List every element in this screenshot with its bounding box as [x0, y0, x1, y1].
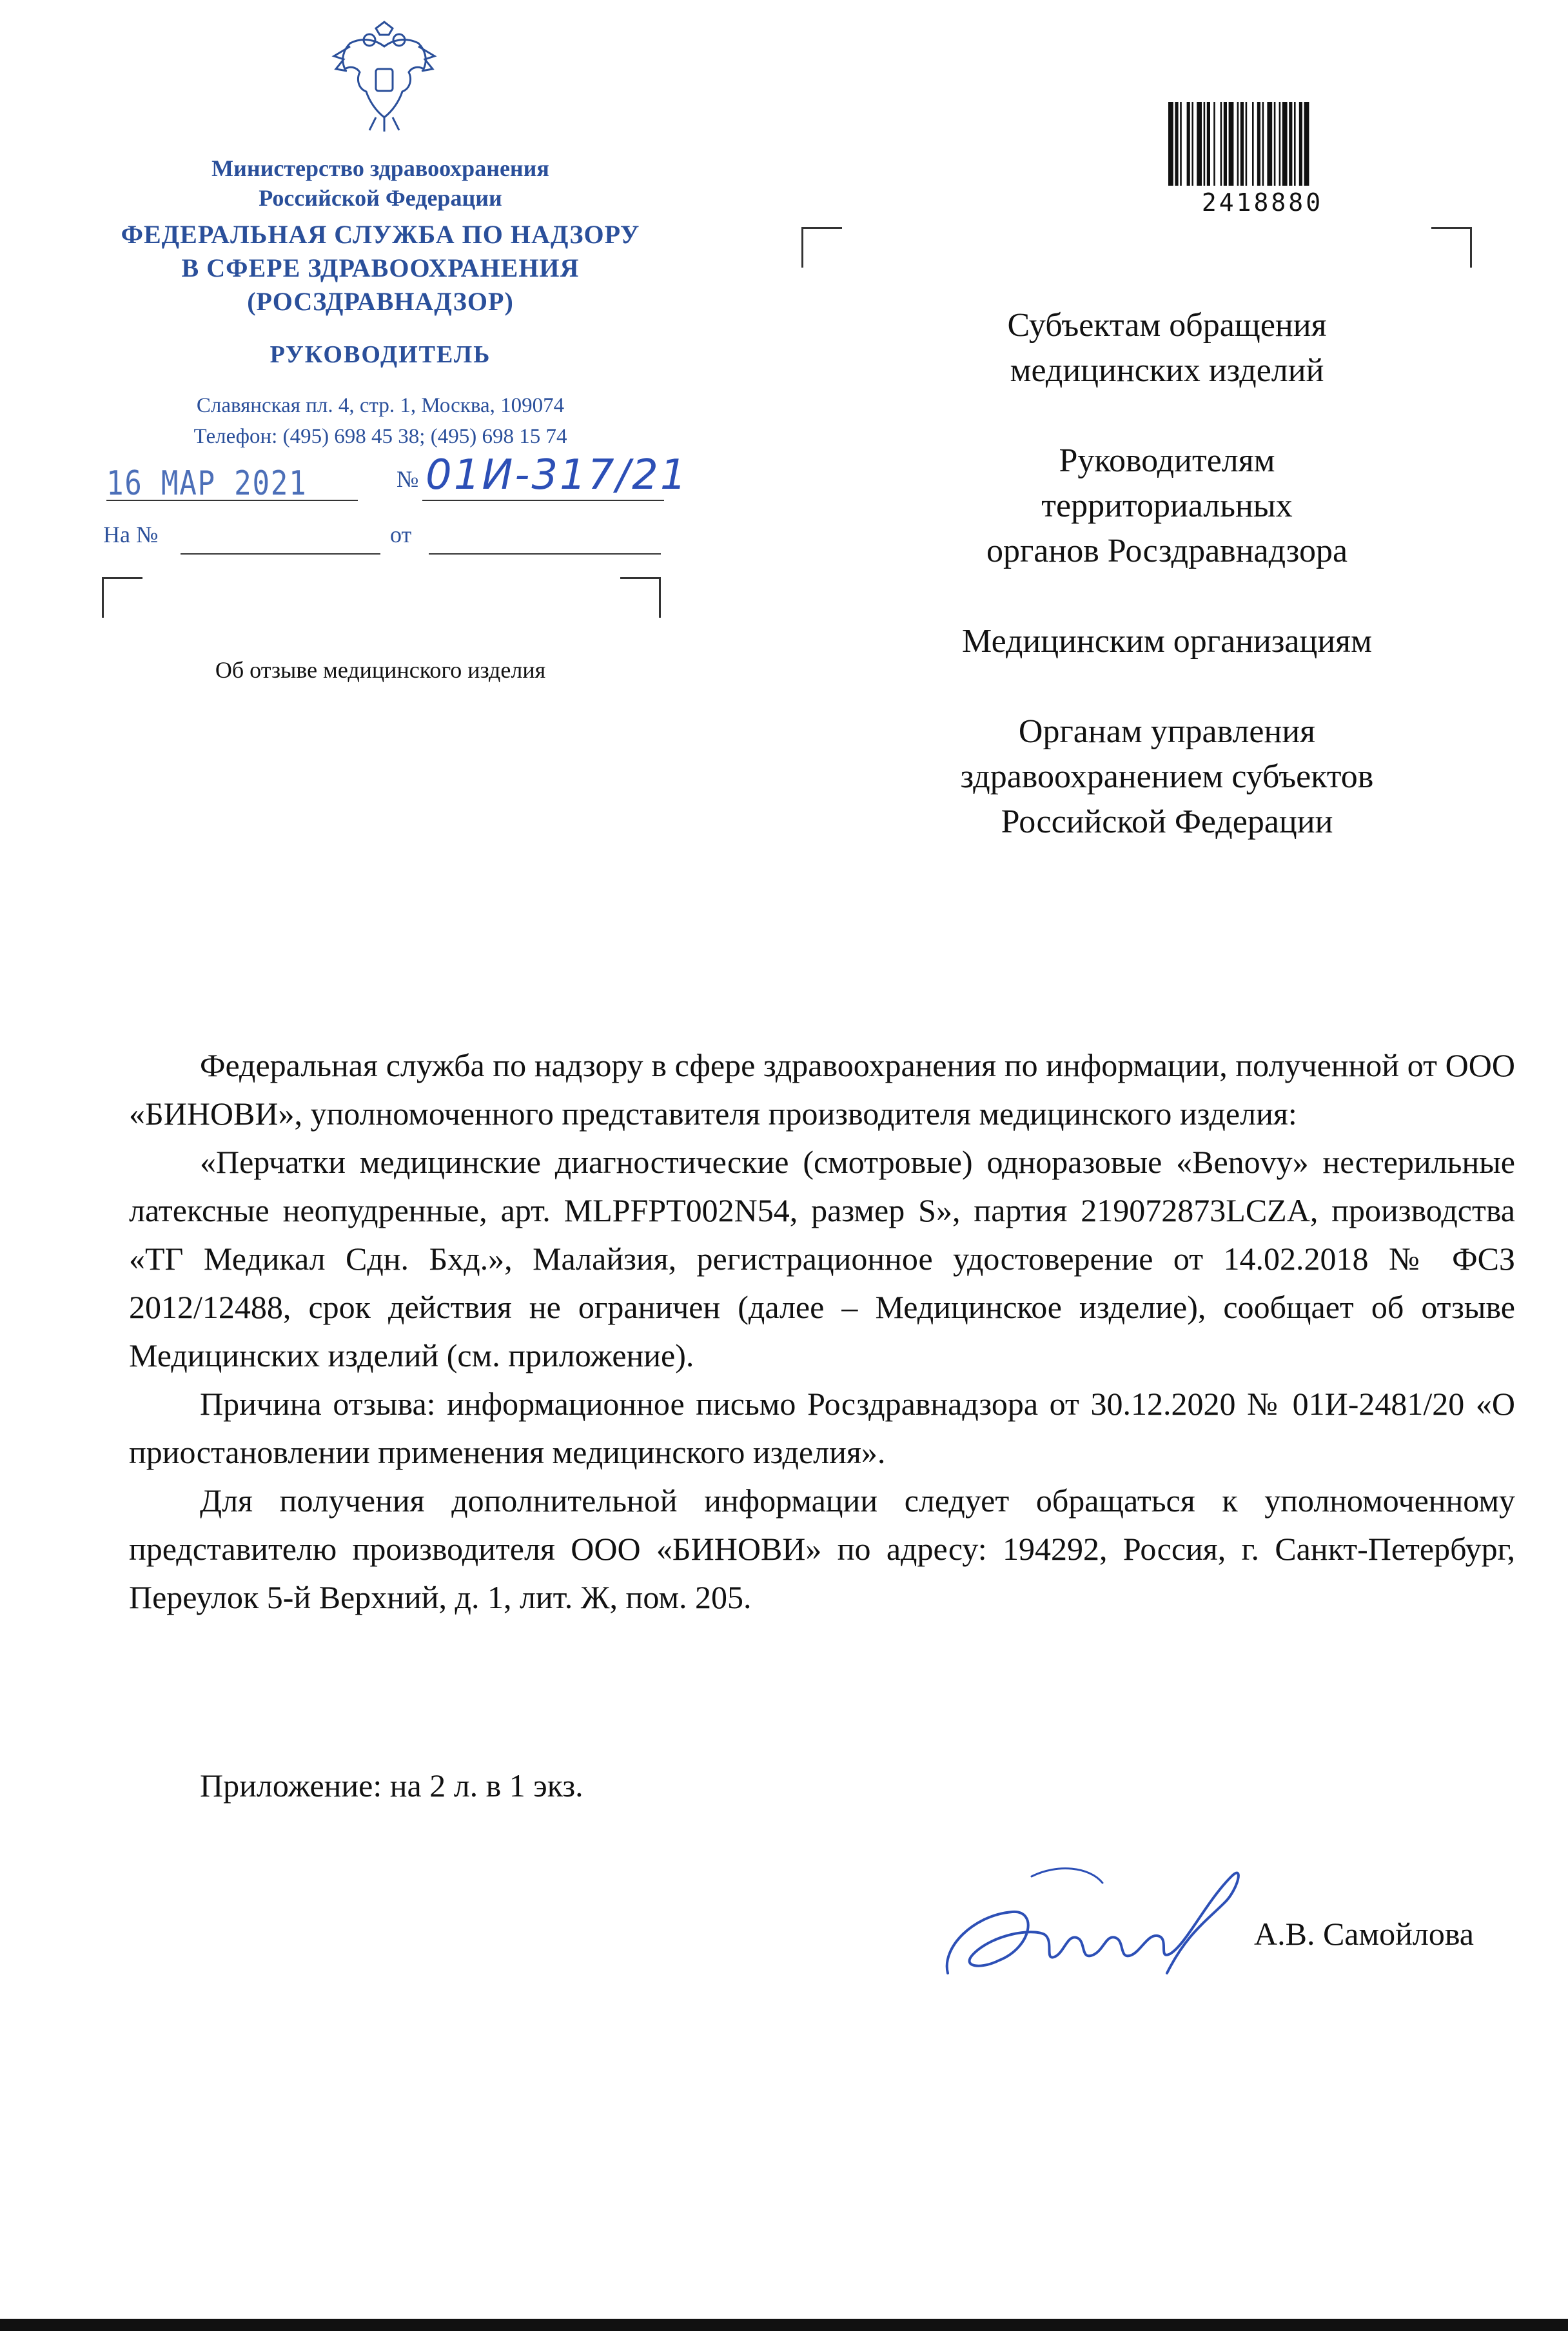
barcode-bar — [1257, 102, 1260, 186]
addressee-line: Субъектам обращения — [1007, 307, 1327, 344]
body-paragraph: «Перчатки медицинские диагностические (смотровые) одноразовые «Benovy» нестерильные латексные неопудренные, арт. MLPFPT002N54, размер S», партия 219072873LCZA, производства «ТГ Медикал Сдн. Бхд.», Малайзия, регистрационное удостоверение от 14.02.2018 № ФСЗ 2012/12488, срок действия не ограничен (далее – Медицинское изделие), сообщает об отзыве Медицинских изделий (см. приложение). — [129, 1144, 1515, 1373]
barcode-bar — [1282, 102, 1288, 186]
handwritten-signature — [935, 1838, 1270, 2005]
body-paragraph: Федеральная служба по надзору в сфере здравоохранения по информации, полученной от ООО «БИНОВИ», уполномоченного представителя производителя медицинского изделия: — [129, 1047, 1515, 1132]
date-underline — [106, 500, 358, 501]
addressee-line: органов Росздравнадзора — [986, 533, 1348, 569]
addressee-line: медицинских изделий — [1010, 352, 1324, 389]
barcode-bar — [1246, 102, 1248, 186]
body-paragraph: Причина отзыва: информационное письмо Росздравнадзора от 30.12.2020 № 01И-2481/20 «О приостановлении применения медицинского изделия». — [129, 1386, 1515, 1470]
phone-line: Телефон: (495) 698 45 38; (495) 698 15 74 — [193, 425, 567, 448]
service-line: В СФЕРЕ ЗДРАВООХРАНЕНИЯ — [181, 253, 580, 282]
addressee-group — [838, 619, 1496, 664]
addressee-line: Руководителям — [1059, 442, 1275, 479]
registration-number: 01И-317/21 — [426, 451, 689, 499]
ministry-line: Российской Федерации — [259, 185, 502, 211]
address-line: Славянская пл. 4, стр. 1, Москва, 109074 — [196, 394, 565, 417]
barcode-bar — [1187, 102, 1190, 186]
barcode-bar — [1191, 102, 1193, 186]
addressee-line: Органам управления — [1018, 713, 1316, 750]
barcode — [1166, 102, 1359, 186]
barcode-bar — [1213, 102, 1215, 186]
corner-mark — [1431, 227, 1472, 268]
barcode-bar — [1207, 102, 1210, 186]
barcode-bar — [1175, 102, 1178, 186]
barcode-bar — [1279, 102, 1281, 186]
barcode-bar — [1274, 102, 1276, 186]
scan-edge — [0, 2319, 1568, 2331]
addressees-block — [838, 303, 1496, 890]
number-underline — [422, 500, 664, 501]
barcode-bar — [1180, 102, 1182, 186]
ministry-name — [97, 153, 664, 213]
contact-block — [97, 390, 664, 452]
reference-label: На № — [103, 522, 159, 547]
barcode-bar — [1229, 102, 1234, 186]
service-line: (РОСЗДРАВНАДЗОР) — [247, 287, 514, 316]
addressee-line: Российской Федерации — [1001, 803, 1333, 840]
ministry-line: Министерство здравоохранения — [211, 155, 549, 181]
barcode-bar — [1294, 102, 1296, 186]
barcode-bar — [1220, 102, 1222, 186]
letter-subject: Об отзыве медицинского изделия — [215, 657, 546, 683]
reference-from-label: от — [390, 522, 412, 547]
reference-underline — [181, 553, 380, 555]
service-line: ФЕДЕРАЛЬНАЯ СЛУЖБА ПО НАДЗОРУ — [121, 220, 640, 249]
barcode-bar — [1240, 102, 1244, 186]
appendix-note: Приложение: на 2 л. в 1 экз. — [200, 1767, 583, 1804]
barcode-bar — [1304, 102, 1309, 186]
barcode-bar — [1267, 102, 1272, 186]
addressee-line: здравоохранением субъектов — [960, 758, 1374, 795]
service-name — [97, 218, 664, 319]
barcode-bar — [1299, 102, 1302, 186]
addressee-line: территориальных — [1041, 487, 1293, 524]
date-stamp: 16 МАР 2021 — [106, 464, 308, 503]
barcode-bar — [1289, 102, 1292, 186]
barcode-number: 2418880 — [1201, 188, 1324, 217]
barcode-bar — [1168, 102, 1173, 186]
corner-mark — [620, 577, 661, 618]
coat-of-arms-emblem — [331, 21, 438, 137]
number-sign: № — [397, 466, 419, 492]
signer-name: А.В. Самойлова — [1254, 1916, 1474, 1952]
addressee-group — [838, 303, 1496, 393]
addressee-line: Медицинским организациям — [962, 623, 1372, 660]
barcode-bar — [1224, 102, 1227, 186]
head-title: РУКОВОДИТЕЛЬ — [270, 341, 491, 368]
corner-mark — [102, 577, 142, 618]
reference-date-underline — [429, 553, 661, 555]
addressee-group — [838, 709, 1496, 845]
body-paragraph: Для получения дополнительной информации следует обращаться к уполномоченному представителю производителя ООО «БИНОВИ» по адресу: 194292, Россия, г. Санкт-Петербург, Переулок 5-й Верхний, д. 1, лит. Ж, пом. 205. — [129, 1482, 1515, 1615]
corner-mark — [801, 227, 842, 268]
barcode-bar — [1262, 102, 1264, 186]
barcode-bar — [1197, 102, 1202, 186]
addressee-group — [838, 438, 1496, 574]
barcode-bar — [1204, 102, 1206, 186]
letter-body — [129, 1041, 1515, 1622]
barcode-bar — [1252, 102, 1254, 186]
barcode-bar — [1237, 102, 1239, 186]
